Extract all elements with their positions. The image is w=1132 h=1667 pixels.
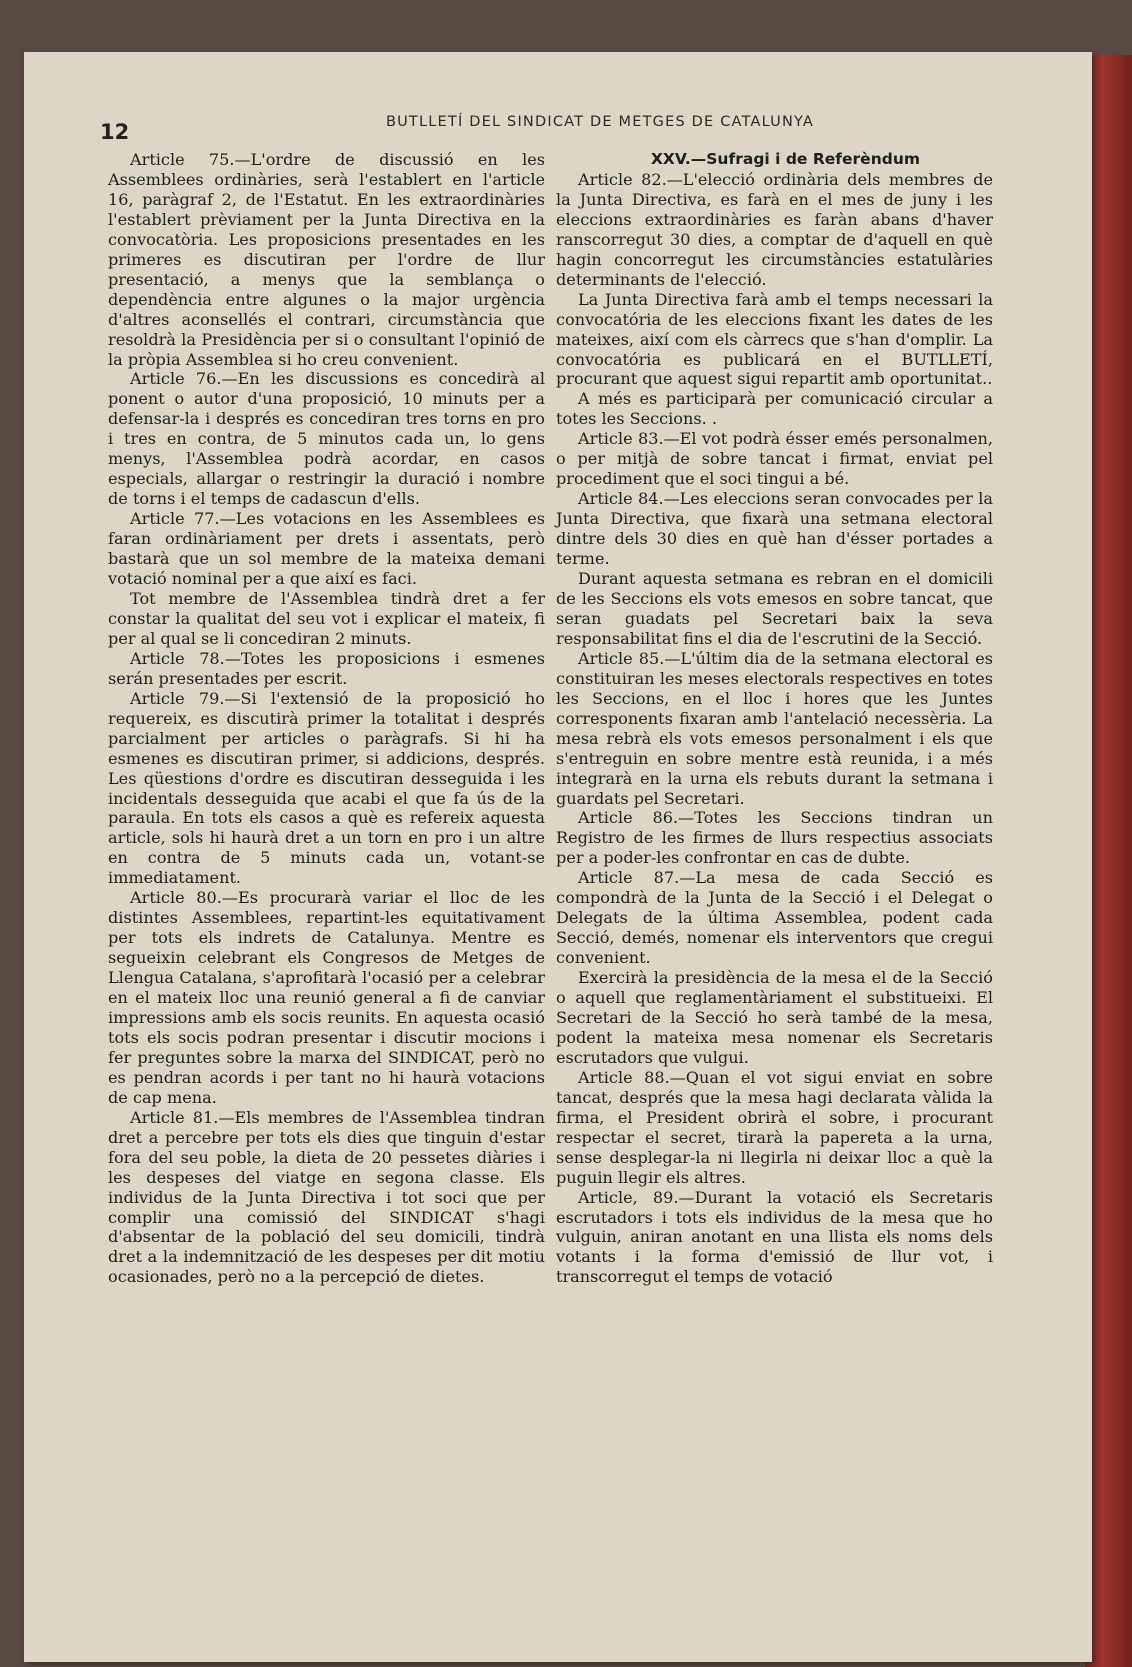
article-83: Article 83.—El vot podrà ésser emés personalmen, o per mitjà de sobre tancat i firmat, enviat pel procediment que el soci tingui a bé. bbox=[556, 429, 993, 489]
article-87: Article 87.—La mesa de cada Secció es compondrà de la Junta de la Secció i el Delegat o Delegats de la última Assemblea, podent cada Secció, demés, nomenar els interventors que cregui convenient. bbox=[556, 868, 993, 968]
article-85: Article 85.—L'últim dia de la setmana electoral es constituiran les meses electorals respectives en totes les Seccions, en el lloc i hores que les Juntes corresponents fixaran amb l'antelació necessèria. La mesa rebrà els vots emesos personalment i els que s'entreguin en sobre mentre està reunida, i a més integrarà en la urna els rebuts durant la setmana i guardats pel Secretari. bbox=[556, 648, 993, 808]
book-binding-edge bbox=[1085, 55, 1132, 1667]
article-78: Article 78.—Totes les proposicions i esmenes serán presentades per escrit. bbox=[108, 648, 545, 688]
article-79: Article 79.—Si l'extensió de la proposició ho requereix, es discutirà primer la totalitat i després parcialment per articles o paràgrafs. Si hi ha esmenes es discutiran primer, si addicions, després. Les qüestions d'ordre es discutiran desseguida i les incidentals desseguida que acabi el que fa ús de la paraula. En tots els casos a què es refereix aquesta article, sols hi haurà dret a un torn en pro i un altre en contra de 5 minuts cada un, votant-se immediatament. bbox=[108, 688, 545, 888]
article-76: Article 76.—En les discussions es concedirà al ponent o autor d'una proposició, 10 minuts per a defensar-la i després es concediran tres torns en pro i tres en contra, de 5 minutos cada un, lo gens menys, l'Assemblea podrà acordar, en casos especials, allargar o restringir la duració i nombre de torns i el temps de cadascun d'ells. bbox=[108, 369, 545, 509]
left-column bbox=[108, 150, 545, 1287]
article-82-circular: A més es participarà per comunicació circular a totes les Seccions. . bbox=[556, 389, 993, 429]
right-column bbox=[556, 150, 993, 1287]
article-80: Article 80.—Es procurarà variar el lloc de les distintes Assemblees, repartint-les equitativament per tots els indrets de Catalunya. Mentre es segueixin celebrant els Congresos de Metges de Llengua Catalana, s'aprofitarà l'ocasió per a celebrar en el mateix lloc una reunió general a fi de canviar impressions amb els socis reunits. En aquesta ocasió tots els socis podran presentar i discutir mocions i fer preguntes sobre la marxa del SINDICAT, però no es pendran acords i per tant no hi haurà votacions de cap mena. bbox=[108, 888, 545, 1107]
section-title: XXV.—Sufragi i de Referèndum bbox=[650, 150, 921, 168]
article-84: Article 84.—Les eleccions seran convocades per la Junta Directiva, que fixarà una setmana electoral dintre dels 30 dies en què han d'ésser portades a terme. bbox=[556, 489, 993, 569]
article-86: Article 86.—Totes les Seccions tindran un Registro de les firmes de llurs respectius associats per a poder-les confrontar en cas de dubte. bbox=[556, 808, 993, 868]
article-81: Article 81.—Els membres de l'Assemblea tindran dret a percebre per tots els dies que tinguin d'estar fora del seu poble, la dieta de 20 pessetes diàries i les despeses del viatge en segona classe. Els individus de la Junta Directiva i tot soci que per complir una comissió del SINDICAT s'hagi d'absentar de la població del seu domicili, tindrà dret a la indemnització de les despeses per dit motiu ocasionades, però no a la percepció de dietes. bbox=[108, 1107, 545, 1287]
article-87-continued: Exercirà la presidència de la mesa el de la Secció o aquell que reglamentàriament el substitueixi. El Secretari de la Secció ho serà també de la mesa, podent la mateixa mesa nomenar els Secretaris escrutadors que vulgui. bbox=[556, 968, 993, 1067]
article-77: Article 77.—Les votacions en les Assemblees es faran ordinàriament per drets i assentats, però bastarà que un sol membre de la mateixa demani votació nominal per a que així es faci. bbox=[108, 509, 545, 589]
article-77-continued: Tot membre de l'Assemblea tindrà dret a fer constar la qualitat del seu vot i explicar el mateix, fi per al qual se li concediran 2 minuts. bbox=[108, 588, 545, 648]
article-89: Article, 89.—Durant la votació els Secretaris escrutadors i tots els individus de la mesa que ho vulguin, aniran anotant en una llista els noms dels votants i la forma d'emissió de llur vot, i transcorregut el temps de votació bbox=[556, 1187, 993, 1287]
article-82: Article 82.—L'elecció ordinària dels membres de la Junta Directiva, es farà en el mes de juny i les eleccions extraordinàries es faràn abans d'haver ranscorregut 30 dies, a comptar de d'aquell en què hagin concorregut les circumstàncies estatulàries determinants de l'elecció. bbox=[556, 169, 993, 289]
article-84-continued: Durant aquesta setmana es rebran en el domicili de les Seccions els vots emesos en sobre tancat, que seran guadats pel Secretari baix la seva responsabilitat fins el dia de l'escrutini de la Secció. bbox=[556, 569, 993, 648]
article-82-convocation: La Junta Directiva farà amb el temps necessari la convocatória de les eleccions fixant les dates de les mateixes, així com els càrrecs que s'han d'omplir. La convocatória es publicará en el BUTLLETÍ, procurant que aquest sigui repartit amb oportunitat.. bbox=[556, 289, 993, 389]
article-88: Article 88.—Quan el vot sigui enviat en sobre tancat, després que la mesa hagi declarata vàlida la firma, el President obrirà el sobre, i procurant respectar el secret, tirarà la papereta a la urna, sense desplegar-la ni llegirla ni deixar lloc a què la puguin llegir els altres. bbox=[556, 1067, 993, 1187]
running-head: BUTLLETÍ DEL SINDICAT DE METGES DE CATALUNYA bbox=[385, 114, 815, 130]
page-number: 12 bbox=[100, 120, 130, 144]
article-75: Article 75.—L'ordre de discussió en les Assemblees ordinàries, serà l'establert en l'article 16, paràgraf 2, de l'Estatut. En les extraordinàries l'establert prèviament per la Junta Directiva en la convocatòria. Les proposicions presentades en les primeres es discutiran per l'ordre de llur presentació, a menys que la semblança o dependència entre algunes o la major urgència d'altres aconsellés el contrari, circumstància que resoldrà la Presidència per si o consultant l'opinió de la pròpia Assemblea si ho creu convenient. bbox=[108, 150, 545, 369]
